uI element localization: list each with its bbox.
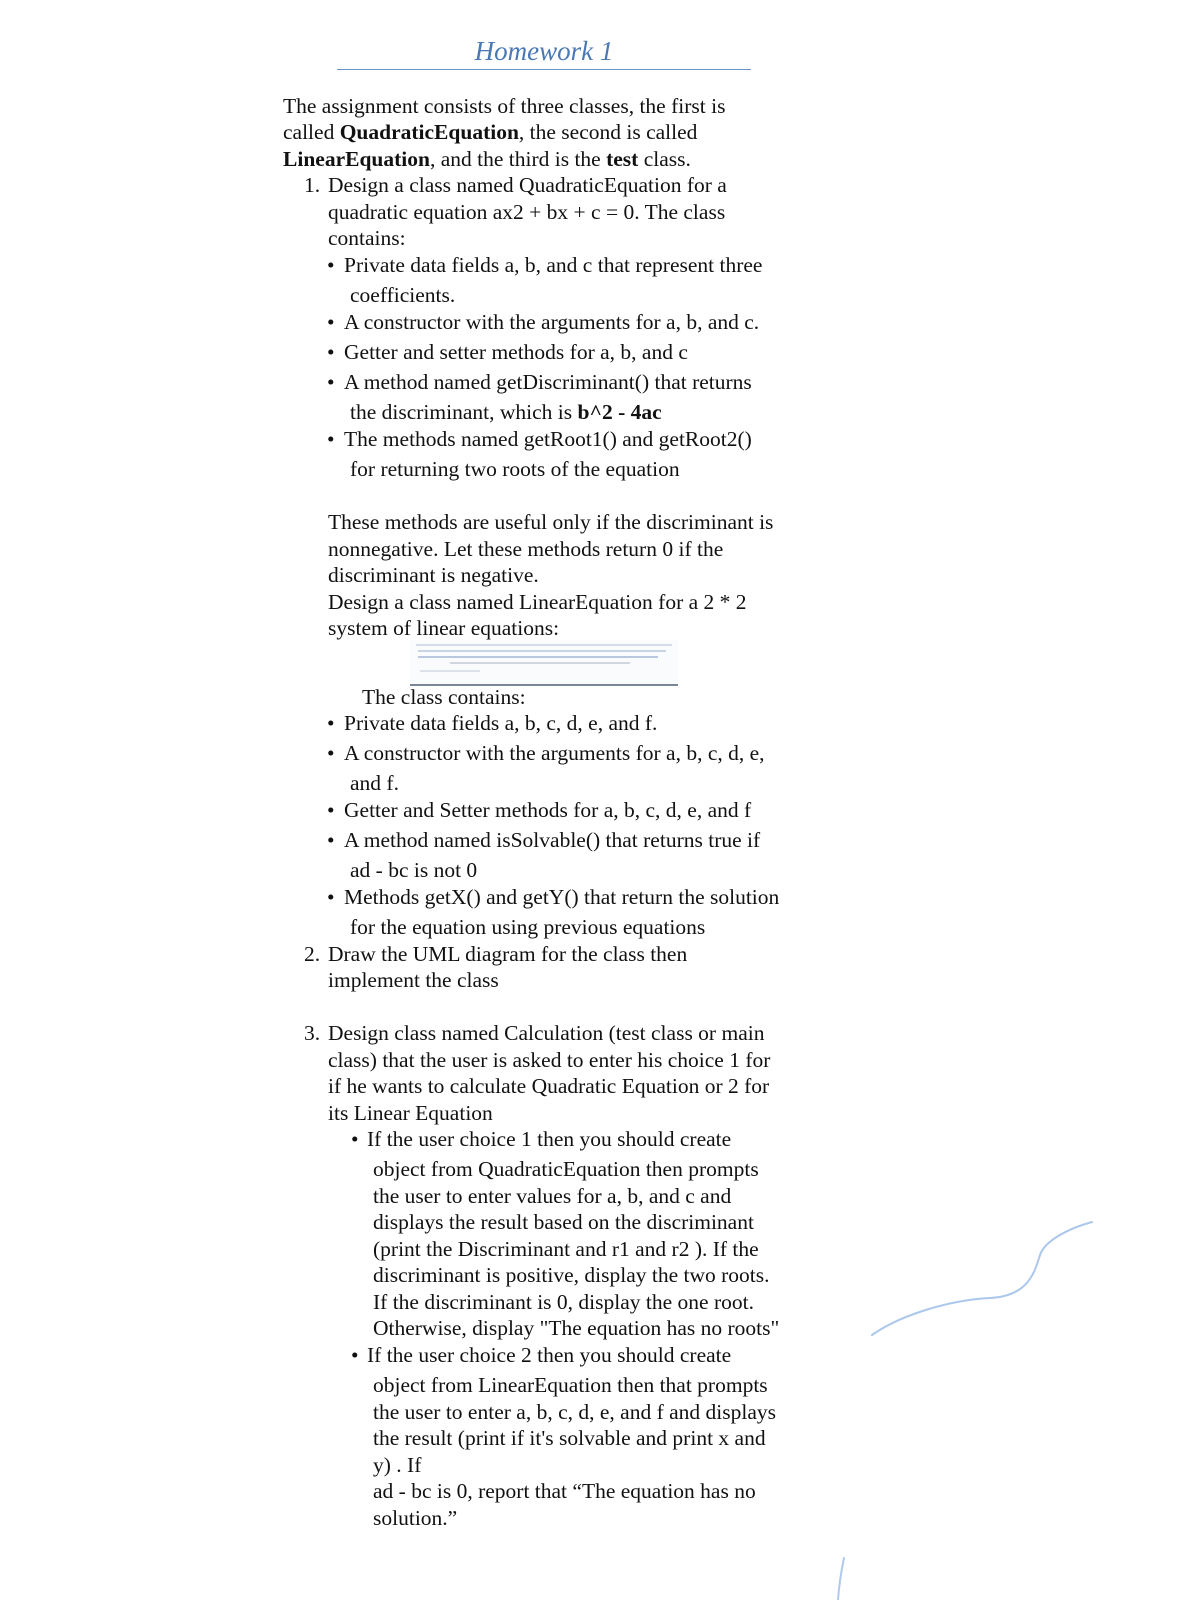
bullet-dot: •: [327, 310, 335, 334]
bullet-text: Methods getX() and getY() that return the solution: [344, 885, 780, 909]
item-3-number: 3.: [304, 1021, 321, 1045]
bullet-text: the user to enter a, b, c, d, e, and f and displays: [373, 1400, 776, 1424]
bullet-text: solution.”: [373, 1506, 458, 1530]
bullet-dot: •: [327, 828, 335, 852]
bullet-text: displays the result based on the discriminant: [373, 1210, 754, 1234]
bullet-dot: •: [351, 1343, 359, 1367]
intro-text: , and the third is the: [429, 147, 607, 171]
item-2-line: implement the class: [328, 968, 499, 992]
bullet-text: Private data fields a, b, and c that represent three: [344, 253, 763, 277]
intro-line-1: The assignment consists of three classes, the first is: [283, 94, 726, 118]
item-3-line: class) that the user is asked to enter his choice 1 for: [328, 1048, 771, 1072]
bullet-text: for the equation using previous equations: [350, 915, 706, 939]
bullet-dot: •: [351, 1127, 359, 1151]
bullet-text: y) . If: [373, 1453, 422, 1477]
bullet-text: coefficients.: [350, 283, 456, 307]
bullet-text: object from QuadraticEquation then prompts: [373, 1157, 759, 1181]
bullet-text: The methods named getRoot1() and getRoot2(): [344, 427, 752, 451]
bullet-text: A constructor with the arguments for a, b, and c.: [344, 310, 760, 334]
bullet-text: ad - bc is not 0: [350, 858, 478, 882]
bullet-dot: •: [327, 885, 335, 909]
bullet-text: If the discriminant is 0, display the one root.: [373, 1290, 754, 1314]
bullet-text: Getter and Setter methods for a, b, c, d, e, and f: [344, 798, 752, 822]
intro-text: class.: [638, 147, 691, 171]
bullet-dot: •: [327, 370, 335, 394]
bullet-text-part: the discriminant, which is: [350, 400, 578, 424]
item-1-line: quadratic equation ax2 + bx + c = 0. The class: [328, 200, 726, 224]
bullet-text: A constructor with the arguments for a, b, c, d, e,: [344, 741, 765, 765]
item-3-line: its Linear Equation: [328, 1101, 493, 1125]
item-3-line: Design class named Calculation (test class or main: [328, 1021, 765, 1045]
bullet-text: object from LinearEquation then that prompts: [373, 1373, 768, 1397]
bullet-text: A method named isSolvable() that returns true if: [344, 828, 761, 852]
bullet-text: discriminant is positive, display the two roots.: [373, 1263, 770, 1287]
bullet-dot: •: [327, 741, 335, 765]
page-title: Homework 1: [474, 36, 614, 66]
item-1-number: 1.: [304, 173, 321, 197]
item-1-line: contains:: [328, 226, 406, 250]
class-name-test: test: [606, 147, 639, 171]
bullet-text: for returning two roots of the equation: [350, 457, 680, 481]
class-name-linear: LinearEquation: [283, 147, 430, 171]
bullet-text: A method named getDiscriminant() that returns: [344, 370, 752, 394]
para-line: nonnegative. Let these methods return 0 if the: [328, 537, 724, 561]
para-line: discriminant is negative.: [328, 563, 539, 587]
bullet-text: Otherwise, display "The equation has no roots": [373, 1316, 780, 1340]
bullet-text: If the user choice 1 then you should create: [367, 1127, 732, 1151]
bullet-text: If the user choice 2 then you should create: [367, 1343, 732, 1367]
para-line: Design a class named LinearEquation for a 2 * 2: [328, 590, 747, 614]
bullet-text: and f.: [350, 771, 399, 795]
bullet-dot: •: [327, 340, 335, 364]
bullet-text: (print the Discriminant and r1 and r2 ). If the: [373, 1237, 759, 1261]
item-2-number: 2.: [304, 942, 321, 966]
bullet-text: ad - bc is 0, report that “The equation has no: [373, 1479, 756, 1503]
bullet-text: Getter and setter methods for a, b, and c: [344, 340, 688, 364]
intro-text: called: [283, 120, 340, 144]
discriminant-formula: b^2 - 4ac: [577, 400, 662, 424]
bullet-dot: •: [327, 427, 335, 451]
item-1-line: Design a class named QuadraticEquation for a: [328, 173, 727, 197]
bullet-text: Private data fields a, b, c, d, e, and f.: [344, 711, 658, 735]
class-name-quadratic: QuadraticEquation: [339, 120, 519, 144]
item-2-line: Draw the UML diagram for the class then: [328, 942, 688, 966]
para-line: system of linear equations:: [328, 616, 560, 640]
bullet-dot: •: [327, 798, 335, 822]
para-line: These methods are useful only if the discriminant is: [328, 510, 774, 534]
class-contains-label: The class contains:: [362, 685, 526, 709]
bullet-text: the user to enter values for a, b, and c and: [373, 1184, 732, 1208]
item-3-line: if he wants to calculate Quadratic Equation or 2 for: [328, 1074, 770, 1098]
bullet-dot: •: [327, 711, 335, 735]
intro-text: , the second is called: [518, 120, 698, 144]
bullet-dot: •: [327, 253, 335, 277]
bullet-text: the result (print if it's solvable and print x and: [373, 1426, 766, 1450]
